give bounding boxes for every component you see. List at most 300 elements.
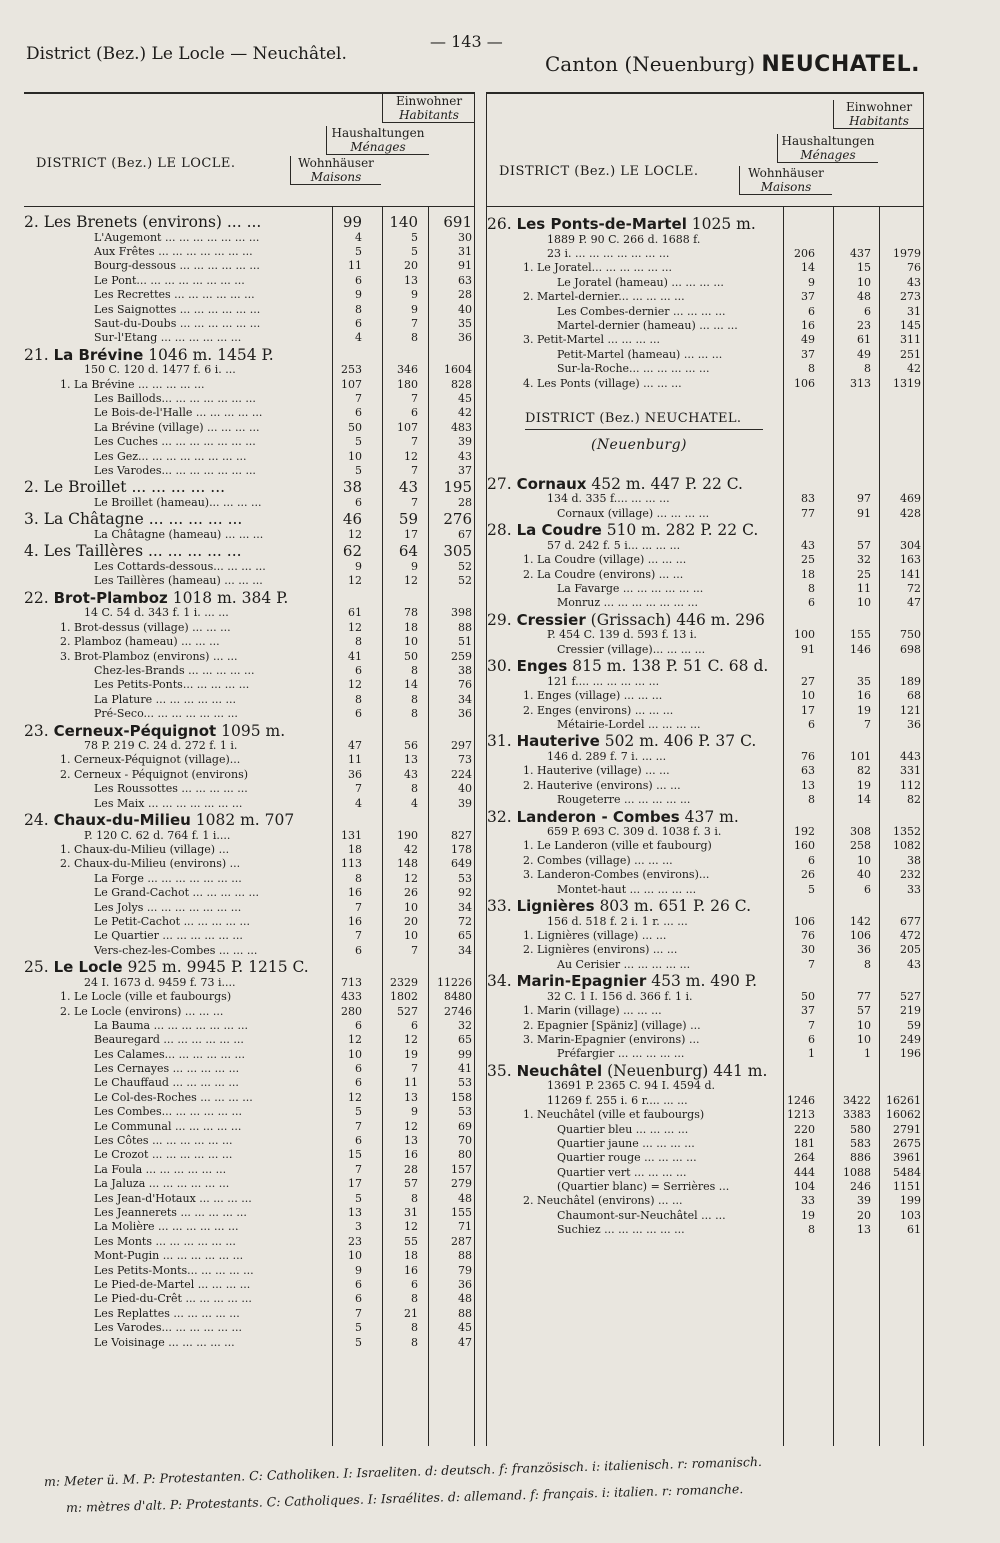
- row-name: L'Augemont ... ... ... ... ... ... ...: [94, 230, 260, 244]
- houses-value: 7: [355, 392, 362, 406]
- row-name: Les Recrettes ... ... ... ... ... ...: [94, 288, 255, 302]
- row-name: Quartier bleu ... ... ... ...: [557, 1122, 689, 1136]
- houses-value: 6: [355, 943, 362, 957]
- commune-name: Cornaux: [516, 474, 587, 493]
- households-value: 3422: [843, 1093, 871, 1107]
- houses-value: 6: [355, 707, 362, 721]
- houses-value: 8: [808, 582, 815, 596]
- houses-value: 6: [355, 273, 362, 287]
- right-column: [486, 92, 924, 1446]
- table-row: [487, 839, 923, 853]
- households-value: 13: [404, 1134, 418, 1148]
- inhabitants-value: 691: [443, 213, 472, 231]
- inhabitants-value: 287: [451, 1234, 472, 1248]
- households-value: 1802: [390, 990, 418, 1004]
- houses-value: 264: [794, 1151, 815, 1165]
- row-number: 28.: [487, 521, 517, 540]
- table-row: [24, 450, 474, 464]
- table-row: [487, 348, 923, 362]
- inhabitants-value: 43: [907, 957, 921, 971]
- table-row: [24, 782, 474, 796]
- houses-value: 6: [808, 717, 815, 731]
- households-value: 39: [857, 1194, 871, 1208]
- inhabitants-value: 99: [458, 1047, 472, 1061]
- inhabitants-value: 69: [458, 1119, 472, 1133]
- row-name: 1. La Brévine ... ... ... ... ...: [60, 377, 205, 391]
- houses-value: 1246: [787, 1093, 815, 1107]
- inhabitants-value: 40: [458, 302, 472, 316]
- households-value: 19: [857, 703, 871, 717]
- district-neuchatel-heading: [487, 391, 923, 475]
- table-row: [487, 643, 923, 657]
- table-row: [487, 596, 923, 610]
- houses-value: 9: [808, 275, 815, 289]
- row-name: Bourg-dessous ... ... ... ... ... ...: [94, 259, 260, 273]
- inhabitants-value: 30: [458, 230, 472, 244]
- households-value: 13: [404, 753, 418, 767]
- houses-value: 104: [794, 1180, 815, 1194]
- houses-value: 6: [355, 406, 362, 420]
- houses-value: 76: [801, 749, 815, 763]
- commune-name: Neuchâtel: [516, 1061, 603, 1080]
- houses-value: 37: [801, 347, 815, 361]
- row-number: 33.: [487, 897, 517, 916]
- row-name: La Forge ... ... ... ... ... ... ...: [94, 871, 242, 885]
- table-row: [487, 929, 923, 943]
- row-name: 2. Combes (village) ... ... ...: [523, 853, 673, 867]
- inhabitants-value: 76: [907, 261, 921, 275]
- houses-value: 25: [801, 553, 815, 567]
- households-value: 10: [857, 1032, 871, 1046]
- houses-value: 1213: [787, 1108, 815, 1122]
- households-value: 8: [864, 362, 871, 376]
- households-value: 18: [404, 620, 418, 634]
- houses-value: 62: [342, 542, 362, 561]
- inhabitants-value: 297: [451, 739, 472, 753]
- houses-value: 113: [341, 857, 362, 871]
- households-value: 28: [404, 1162, 418, 1176]
- footnote-french: m: mètres d'alt. P: Protestants. C: Catholiques. I: Israélites. d: allemand. f: français. i: italien. r: romanche.: [65, 1481, 744, 1515]
- row-name: Le Pied-du-Crêt ... ... ... ... ...: [94, 1292, 252, 1306]
- houses-value: 9: [355, 1263, 362, 1277]
- commune-details: 1046 m. 1454 P.: [143, 345, 274, 364]
- table-row: [24, 259, 474, 273]
- table-row: [487, 750, 923, 764]
- table-row: [487, 793, 923, 807]
- row-name: [24, 811, 294, 829]
- table-row: [487, 247, 923, 261]
- inhabitants-value: 43: [907, 275, 921, 289]
- inhabitants-value: 68: [907, 689, 921, 703]
- houses-value: 99: [342, 213, 362, 231]
- houses-value: 4: [355, 331, 362, 345]
- row-name: (Quartier blanc) = Serrières ...: [557, 1180, 730, 1194]
- wohnhauser-header: [739, 166, 832, 195]
- inhabitants-value: 112: [900, 778, 921, 792]
- commune-details: 437 m.: [679, 807, 739, 826]
- table-row: [487, 1166, 923, 1180]
- row-number: 21.: [24, 345, 54, 364]
- table-row: [24, 1120, 474, 1134]
- households-value: 13: [404, 273, 418, 287]
- row-name: 134 d. 335 f.... ... ... ...: [547, 492, 670, 506]
- table-row: [487, 897, 923, 915]
- wohnhauser-header: [290, 156, 381, 185]
- row-name: 1. La Coudre (village) ... ... ...: [523, 553, 687, 567]
- table-row: [24, 435, 474, 449]
- inhabitants-value: 41: [458, 1062, 472, 1076]
- commune-details: 925 m. 9945 P. 1215 C.: [122, 958, 309, 977]
- table-row: [24, 1177, 474, 1191]
- commune-name: Cressier: [516, 610, 586, 629]
- haushaltungen-label: Haushaltungen: [781, 134, 875, 148]
- households-value: 146: [850, 642, 871, 656]
- table-row: [487, 261, 923, 275]
- households-value: 180: [397, 377, 418, 391]
- table-row: [487, 1033, 923, 1047]
- row-name: Sur-l'Etang ... ... ... ... ... ...: [94, 331, 242, 345]
- commune-name: La Brévine: [53, 345, 144, 364]
- households-value: 21: [404, 1306, 418, 1320]
- houses-value: 7: [355, 929, 362, 943]
- households-value: 3383: [843, 1108, 871, 1122]
- row-name: 1. Brot-dessus (village) ... ... ...: [60, 620, 231, 634]
- row-name: 121 f.... ... ... ... ... ...: [547, 674, 660, 688]
- table-row: [24, 958, 474, 976]
- inhabitants-value: 72: [907, 582, 921, 596]
- houses-value: 17: [801, 703, 815, 717]
- houses-value: 5: [355, 1191, 362, 1205]
- table-row: [24, 1292, 474, 1306]
- table-row: [487, 628, 923, 642]
- houses-value: 6: [355, 1076, 362, 1090]
- commune-details: (Neuenburg) 441 m.: [602, 1061, 768, 1080]
- table-row: [487, 943, 923, 957]
- inhabitants-value: 205: [900, 943, 921, 957]
- table-row: [24, 1062, 474, 1076]
- houses-value: 7: [355, 782, 362, 796]
- inhabitants-value: 38: [907, 853, 921, 867]
- houses-value: 27: [801, 674, 815, 688]
- houses-value: 50: [801, 989, 815, 1003]
- row-name: 1. Lignières (village) ... ...: [523, 929, 667, 943]
- houses-value: 18: [801, 567, 815, 581]
- households-value: 583: [850, 1136, 871, 1150]
- table-row: [24, 478, 474, 496]
- households-value: 78: [404, 606, 418, 620]
- inhabitants-value: 1082: [893, 839, 921, 853]
- houses-value: 26: [801, 868, 815, 882]
- houses-value: 106: [794, 376, 815, 390]
- row-name: 11269 f. 255 i. 6 r.... ... ...: [547, 1093, 688, 1107]
- row-name: Les Cottards-dessous... ... ... ...: [94, 560, 266, 573]
- houses-value: 47: [348, 739, 362, 753]
- households-value: 12: [404, 574, 418, 588]
- table-row: [24, 1321, 474, 1335]
- inhabitants-value: 76: [458, 678, 472, 692]
- haushaltungen-header: [326, 126, 429, 155]
- households-value: 246: [850, 1180, 871, 1194]
- table-row: [487, 377, 923, 391]
- table-row: [487, 764, 923, 778]
- inhabitants-value: 42: [907, 362, 921, 376]
- inhabitants-value: 80: [458, 1148, 472, 1162]
- table-row: [24, 872, 474, 886]
- row-name: 3. Petit-Martel ... ... ... ...: [523, 333, 660, 347]
- inhabitants-value: 145: [900, 318, 921, 332]
- table-row: [487, 553, 923, 567]
- row-name: Pré-Seco... ... ... ... ... ... ...: [94, 707, 238, 721]
- houses-value: 7: [808, 957, 815, 971]
- inhabitants-value: 45: [458, 392, 472, 406]
- households-value: 10: [404, 635, 418, 649]
- table-row: [24, 1249, 474, 1263]
- row-name: La Brévine (village) ... ... ... ...: [94, 420, 260, 434]
- houses-value: 7: [355, 1306, 362, 1320]
- table-row: [487, 568, 923, 582]
- table-row: [487, 215, 923, 233]
- inhabitants-value: 121: [900, 703, 921, 717]
- houses-value: 280: [341, 1004, 362, 1018]
- right-district-title: DISTRICT (Bez.) LE LOCLE.: [499, 164, 699, 179]
- houses-value: 10: [801, 689, 815, 703]
- commune-details: 452 m. 447 P. 22 C.: [586, 474, 743, 493]
- column-rule: [382, 206, 383, 1446]
- houses-value: 6: [355, 1277, 362, 1291]
- households-value: 8: [411, 1191, 418, 1205]
- row-name: [24, 958, 309, 976]
- row-name: Chaumont-sur-Neuchâtel ... ...: [557, 1208, 726, 1222]
- houses-value: 160: [794, 839, 815, 853]
- row-name: Métairie-Lordel ... ... ... ...: [557, 717, 701, 731]
- inhabitants-value: 276: [443, 510, 472, 529]
- row-name: 2. Enges (environs) ... ... ...: [523, 703, 674, 717]
- table-row: [24, 392, 474, 406]
- houses-value: 713: [341, 975, 362, 989]
- row-name: Les Varodes... ... ... ... ... ...: [94, 1321, 242, 1335]
- inhabitants-value: 63: [458, 273, 472, 287]
- row-name: La Bauma ... ... ... ... ... ... ...: [94, 1018, 248, 1032]
- inhabitants-value: 47: [458, 1335, 472, 1349]
- houses-value: 7: [355, 1162, 362, 1176]
- houses-value: 100: [794, 628, 815, 642]
- houses-value: 5: [808, 882, 815, 896]
- houses-value: 16: [801, 318, 815, 332]
- houses-value: 10: [348, 1249, 362, 1263]
- einwohner-header: [382, 94, 475, 123]
- table-row: [487, 507, 923, 521]
- inhabitants-value: 28: [458, 496, 472, 510]
- inhabitants-value: 155: [451, 1206, 472, 1219]
- households-value: 11: [404, 1076, 418, 1090]
- table-row: [487, 1123, 923, 1137]
- row-name: [24, 346, 274, 364]
- inhabitants-value: 39: [458, 435, 472, 449]
- inhabitants-value: 48: [458, 1191, 472, 1205]
- table-row: [487, 1151, 923, 1165]
- header-district: District (Bez.) Le Locle — Neuchâtel.: [26, 44, 347, 64]
- houses-value: 6: [808, 853, 815, 867]
- table-row: [487, 475, 923, 493]
- row-name: Préfargier ... ... ... ... ...: [557, 1047, 685, 1061]
- households-value: 313: [850, 376, 871, 390]
- inhabitants-value: 16062: [886, 1108, 921, 1122]
- inhabitants-value: 40: [458, 782, 472, 796]
- table-row: [487, 290, 923, 304]
- inhabitants-value: 305: [443, 542, 472, 561]
- row-name: Les Varodes... ... ... ... ... ... ...: [94, 464, 256, 478]
- menages-label: Ménages: [350, 140, 406, 154]
- inhabitants-value: 51: [458, 635, 472, 649]
- houses-value: 6: [808, 304, 815, 318]
- inhabitants-value: 36: [458, 331, 472, 345]
- households-value: 9: [411, 288, 418, 302]
- households-value: 580: [850, 1122, 871, 1136]
- column-rule: [879, 206, 880, 1446]
- row-name: Le Broillet (hameau)... ... ... ...: [94, 496, 262, 510]
- row-name: Les Roussottes ... ... ... ... ...: [94, 782, 248, 796]
- houses-value: 23: [348, 1234, 362, 1248]
- inhabitants-value: 1352: [893, 825, 921, 839]
- table-row: [24, 901, 474, 915]
- table-row: [24, 722, 474, 740]
- row-name: Les Saignottes ... ... ... ... ... ...: [94, 302, 261, 316]
- houses-value: 444: [794, 1165, 815, 1179]
- table-row: [487, 1062, 923, 1080]
- row-number: 25.: [24, 958, 54, 977]
- row-name: 1. Marin (village) ... ... ...: [523, 1004, 662, 1018]
- households-value: 7: [411, 316, 418, 330]
- table-row: [24, 231, 474, 245]
- households-value: 82: [857, 764, 871, 778]
- table-row: [487, 808, 923, 826]
- table-row: [487, 1209, 923, 1223]
- houses-value: 76: [801, 929, 815, 943]
- row-name: Sur-la-Roche... ... ... ... ... ...: [557, 362, 710, 376]
- table-row: [24, 1019, 474, 1033]
- row-name: La Châtagne (hameau) ... ... ...: [94, 528, 264, 542]
- households-value: 10: [857, 853, 871, 867]
- houses-value: 38: [342, 478, 362, 497]
- inhabitants-value: 48: [458, 1292, 472, 1306]
- row-name: Quartier vert ... ... ... ...: [557, 1165, 687, 1179]
- table-row: [24, 303, 474, 317]
- table-row: [24, 843, 474, 857]
- inhabitants-value: 141: [900, 567, 921, 581]
- households-value: 77: [857, 989, 871, 1003]
- inhabitants-value: 34: [458, 900, 472, 914]
- households-value: 59: [398, 510, 418, 529]
- row-name: Aux Frêtes ... ... ... ... ... ... ...: [94, 244, 253, 258]
- row-name: 2. Les Brenets (environs) ... ...: [24, 213, 262, 231]
- households-value: 56: [404, 739, 418, 753]
- houses-value: 12: [348, 574, 362, 588]
- inhabitants-value: 750: [900, 628, 921, 642]
- row-name: 2. Epagnier [Späniz] (village) ...: [523, 1018, 701, 1032]
- houses-value: 41: [348, 649, 362, 663]
- table-row: [24, 1163, 474, 1177]
- inhabitants-value: 483: [451, 420, 472, 434]
- inhabitants-value: 251: [900, 347, 921, 361]
- inhabitants-value: 34: [458, 692, 472, 706]
- houses-value: 13: [801, 778, 815, 792]
- table-row: [487, 1180, 923, 1194]
- households-value: 8: [411, 782, 418, 796]
- table-row: [487, 958, 923, 972]
- inhabitants-value: 53: [458, 871, 472, 885]
- households-value: 18: [404, 1249, 418, 1263]
- table-row: [24, 650, 474, 664]
- row-name: Le Communal ... ... ... ... ...: [94, 1119, 242, 1133]
- table-row: [24, 274, 474, 288]
- houses-value: 16: [348, 914, 362, 928]
- table-row: [487, 582, 923, 596]
- inhabitants-value: 88: [458, 1249, 472, 1263]
- einwohner-header: [833, 100, 924, 129]
- households-value: 6: [864, 882, 871, 896]
- households-value: 20: [857, 1208, 871, 1222]
- inhabitants-value: 698: [900, 642, 921, 656]
- table-row: [24, 1105, 474, 1119]
- houses-value: 14: [801, 261, 815, 275]
- table-row: [24, 797, 474, 811]
- households-value: 13: [857, 1223, 871, 1237]
- households-value: 43: [398, 478, 418, 497]
- houses-value: 6: [355, 1062, 362, 1076]
- row-name: Les Petits-Ponts... ... ... ... ...: [94, 678, 250, 692]
- page-number: — 143 —: [430, 32, 503, 51]
- table-row: [24, 245, 474, 259]
- inhabitants-value: 42: [458, 406, 472, 420]
- row-name: Le Grand-Cachot ... ... ... ... ...: [94, 886, 259, 900]
- table-row: [24, 693, 474, 707]
- houses-value: 10: [348, 449, 362, 463]
- houses-value: 33: [801, 1194, 815, 1208]
- table-row: [24, 739, 474, 753]
- row-name: Martel-dernier (hameau) ... ... ...: [557, 318, 738, 332]
- habitants-label: Habitants: [849, 114, 909, 128]
- row-name: 2. Le Broillet ... ... ... ... ...: [24, 478, 226, 497]
- houses-value: 4: [355, 796, 362, 810]
- inhabitants-value: 828: [451, 377, 472, 391]
- table-row: [487, 732, 923, 750]
- inhabitants-value: 36: [458, 1277, 472, 1291]
- row-name: 1. Le Joratel... ... ... ... ... ...: [523, 261, 673, 275]
- inhabitants-value: 3961: [893, 1151, 921, 1165]
- row-number: 22.: [24, 588, 54, 607]
- row-name: 1. Cerneux-Péquignot (village)...: [60, 753, 241, 767]
- row-name: 1. Chaux-du-Milieu (village) ...: [60, 843, 230, 857]
- households-value: 886: [850, 1151, 871, 1165]
- row-name: Le Col-des-Roches ... ... ... ...: [94, 1090, 253, 1104]
- einwohner-label: Einwohner: [845, 100, 913, 114]
- inhabitants-value: 311: [900, 333, 921, 347]
- row-name: Les Taillères (hameau) ... ... ...: [94, 574, 263, 588]
- households-value: 12: [404, 449, 418, 463]
- inhabitants-value: 2791: [893, 1122, 921, 1136]
- table-row: [487, 1108, 923, 1122]
- inhabitants-value: 249: [900, 1032, 921, 1046]
- houses-value: 12: [348, 678, 362, 692]
- households-value: 346: [397, 363, 418, 377]
- table-row: [487, 972, 923, 990]
- households-value: 8: [411, 331, 418, 345]
- commune-details: 803 m. 651 P. 26 C.: [594, 897, 752, 916]
- inhabitants-value: 67: [458, 528, 472, 542]
- households-value: 6: [411, 406, 418, 420]
- row-name: Le Chauffaud ... ... ... ... ...: [94, 1076, 239, 1090]
- houses-value: 6: [355, 663, 362, 677]
